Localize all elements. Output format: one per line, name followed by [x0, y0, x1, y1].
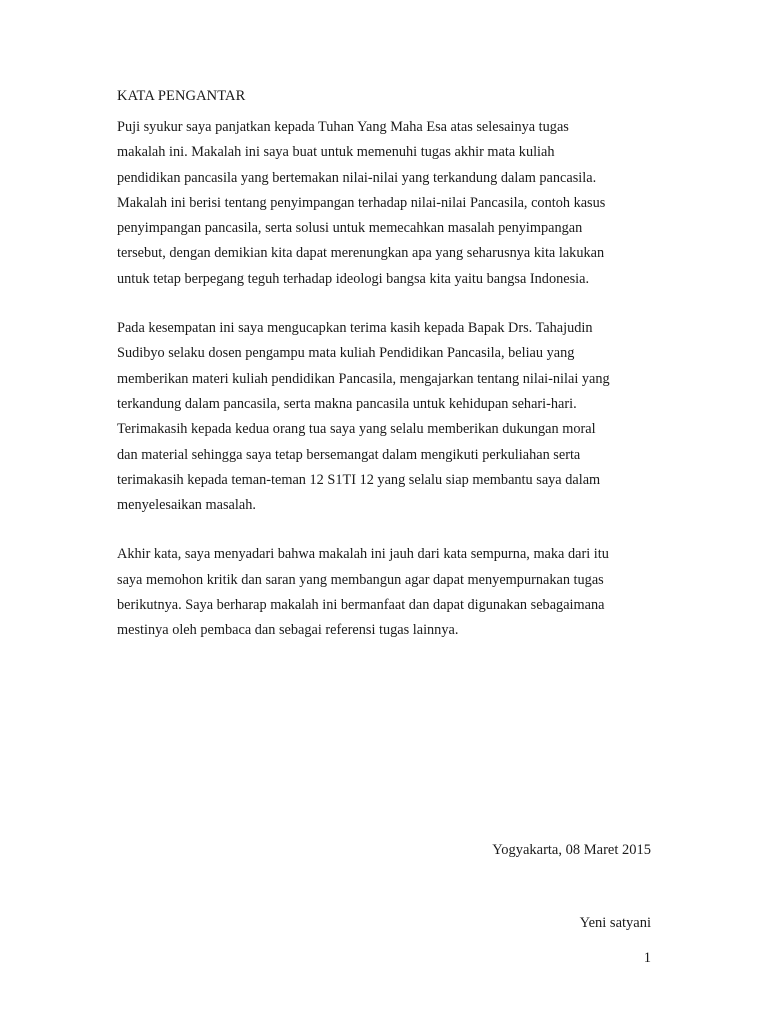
document-body	[117, 85, 657, 668]
paragraph-line: untuk tetap berpegang teguh terhadap ideologi bangsa kita yaitu bangsa Indonesia.	[117, 270, 590, 287]
paragraph-line: Akhir kata, saya menyadari bahwa makalah ini jauh dari kata sempurna, maka dari itu	[117, 546, 609, 563]
paragraph-line: saya memohon kritik dan saran yang membangun agar dapat menyempurnakan tugas	[117, 571, 604, 588]
paragraph-line: Terimakasih kepada kedua orang tua saya yang selalu memberikan dukungan moral	[117, 421, 596, 438]
paragraph-line: Pada kesempatan ini saya mengucapkan terima kasih kepada Bapak Drs. Tahajudin	[117, 320, 593, 337]
paragraph-line: dan material sehingga saya tetap bersemangat dalam mengikuti perkuliahan serta	[117, 446, 581, 463]
paragraph-line: memberikan materi kuliah pendidikan Pancasila, mengajarkan tentang nilai-nilai yang	[117, 370, 610, 387]
paragraph-line: Makalah ini berisi tentang penyimpangan terhadap nilai-nilai Pancasila, contoh kasus	[117, 194, 606, 211]
paragraph-line: terimakasih kepada teman-teman 12 S1TI 12 yang selalu siap membantu saya dalam	[117, 471, 601, 488]
paragraph-line: makalah ini. Makalah ini saya buat untuk memenuhi tugas akhir mata kuliah	[117, 144, 555, 161]
paragraph-line: terkandung dalam pancasila, serta makna pancasila untuk kehidupan sehari-hari.	[117, 395, 577, 412]
place-date: Yogyakarta, 08 Maret 2015	[492, 842, 651, 858]
page-title: KATA PENGANTAR	[117, 88, 246, 104]
paragraph-closing	[117, 542, 657, 643]
paragraph-line: tersebut, dengan demikian kita dapat merenungkan apa yang seharusnya kita lakukan	[117, 245, 605, 262]
paragraph-line: pendidikan pancasila yang bertemakan nilai-nilai yang terkandung dalam pancasila.	[117, 169, 597, 186]
paragraph-opening	[117, 115, 657, 292]
paragraph-line: Puji syukur saya panjatkan kepada Tuhan Yang Maha Esa atas selesainya tugas	[117, 119, 569, 135]
page-number: 1	[643, 950, 651, 966]
author-name: Yeni satyani	[579, 915, 651, 931]
paragraph-line: berikutnya. Saya berharap makalah ini bermanfaat dan dapat digunakan sebagaimana	[117, 597, 605, 614]
paragraph-line: penyimpangan pancasila, serta solusi untuk memecahkan masalah penyimpangan	[117, 220, 583, 237]
paragraph-thanks	[117, 316, 657, 518]
paragraph-line: menyelesaikan masalah.	[117, 497, 256, 514]
paragraph-line: mestinya oleh pembaca dan sebagai referensi tugas lainnya.	[117, 622, 459, 639]
paragraph-line: Sudibyo selaku dosen pengampu mata kuliah Pendidikan Pancasila, beliau yang	[117, 345, 575, 362]
